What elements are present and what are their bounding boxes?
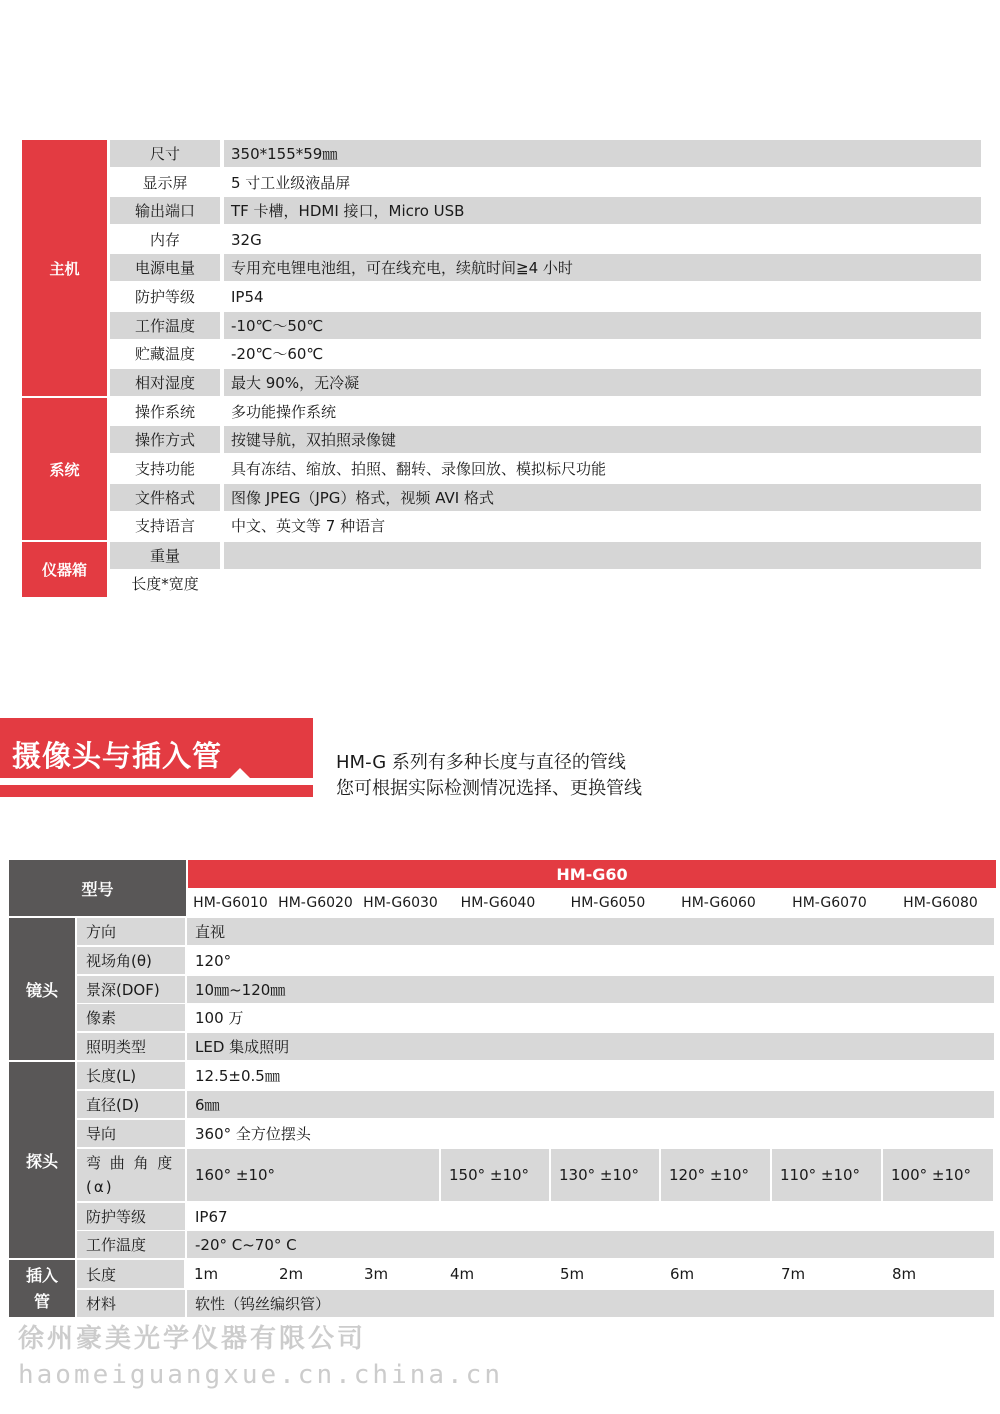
intro-line: 您可根据实际检测情况选择、更换管线 bbox=[336, 778, 642, 799]
spec-label: 显示屏 bbox=[142, 174, 188, 192]
length-cell: 7m bbox=[773, 1260, 882, 1288]
model-cell: HM-G6050 bbox=[570, 894, 646, 911]
watermark-url: haomeiguangxue.cn.china.cn bbox=[18, 1360, 503, 1390]
length-cell: 5m bbox=[552, 1260, 660, 1288]
spec-value bbox=[224, 542, 981, 569]
row-value: -20° C~70° C bbox=[187, 1231, 994, 1258]
row-value: 6㎜ bbox=[187, 1091, 994, 1118]
series-header: HM-G60 bbox=[188, 860, 996, 888]
spec-label: 工作温度 bbox=[110, 312, 220, 339]
length-cell: 1m bbox=[186, 1260, 269, 1288]
bend-angle-row bbox=[77, 1149, 994, 1201]
row-value: 360° 全方位摆头 bbox=[187, 1120, 994, 1147]
row-label: 工作温度 bbox=[77, 1231, 185, 1258]
probe-row bbox=[77, 1062, 994, 1089]
length-cell: 2m bbox=[271, 1260, 354, 1288]
banner-notch bbox=[228, 768, 252, 780]
row-value: 120° bbox=[187, 947, 994, 974]
spec-label: 相对湿度 bbox=[110, 369, 220, 396]
row-value: 12.5±0.5㎜ bbox=[187, 1062, 994, 1089]
section-title: 摄像头与插入管 bbox=[12, 739, 223, 773]
group-insertion-tube bbox=[9, 1260, 75, 1317]
row-value: 10㎜~120㎜ bbox=[187, 976, 994, 1003]
lens-row bbox=[77, 1004, 994, 1031]
row-label: 材料 bbox=[77, 1290, 185, 1317]
row-label: 防护等级 bbox=[77, 1203, 185, 1230]
row-label: 视场角(θ) bbox=[77, 947, 185, 974]
spec-row bbox=[110, 426, 981, 453]
model-row bbox=[188, 889, 996, 916]
row-value: 直视 bbox=[187, 918, 994, 945]
group-lens: 镜头 bbox=[9, 918, 75, 1060]
spec-row bbox=[110, 398, 981, 425]
spec-value: 专用充电锂电池组，可在线充电，续航时间≧4 小时 bbox=[224, 254, 981, 281]
spec-label: 尺寸 bbox=[110, 140, 220, 167]
spec-label: 防护等级 bbox=[134, 288, 195, 306]
row-label: 长度(L) bbox=[77, 1062, 185, 1089]
row-label: 景深(DOF) bbox=[77, 976, 185, 1003]
spec-value: 中文、英文等 7 种语言 bbox=[231, 517, 386, 535]
spec-value: IP54 bbox=[231, 287, 264, 306]
group-system: 系统 bbox=[22, 398, 107, 540]
probe-row bbox=[77, 1120, 994, 1147]
group-case: 仪器箱 bbox=[22, 542, 107, 597]
row-value: LED 集成照明 bbox=[187, 1033, 994, 1060]
row-label: 导向 bbox=[77, 1120, 185, 1147]
group-insertion-line2: 管 bbox=[33, 1291, 50, 1311]
model-cell: HM-G6040 bbox=[460, 894, 536, 911]
group-probe: 探头 bbox=[9, 1062, 75, 1258]
bend-angle-cell: 100° ±10° bbox=[883, 1149, 993, 1201]
bend-angle-cell: 120° ±10° bbox=[661, 1149, 770, 1201]
row-label: 弯 曲 角 度 (α) bbox=[77, 1149, 185, 1201]
spec-row bbox=[110, 254, 981, 281]
row-label: 长度 bbox=[77, 1260, 184, 1288]
spec-label: 操作系统 bbox=[134, 403, 195, 421]
bend-angle-cell: 110° ±10° bbox=[772, 1149, 881, 1201]
spec-row bbox=[110, 455, 981, 482]
bend-angle-cell: 150° ±10° bbox=[441, 1149, 549, 1201]
probe-row bbox=[77, 1231, 994, 1258]
group-insertion-line1: 插入 bbox=[25, 1265, 58, 1285]
length-cell: 6m bbox=[662, 1260, 771, 1288]
spec-row bbox=[110, 169, 981, 196]
row-label: 直径(D) bbox=[77, 1091, 185, 1118]
spec-value: 5 寸工业级液晶屏 bbox=[231, 174, 351, 192]
row-value: 100 万 bbox=[187, 1004, 994, 1031]
spec-label: 电源电量 bbox=[110, 254, 220, 281]
model-cell: HM-G6030 bbox=[363, 894, 438, 911]
spec-value: 最大 90%，无冷凝 bbox=[224, 369, 981, 396]
bend-angle-cells bbox=[187, 1149, 994, 1201]
spec-row bbox=[110, 140, 981, 167]
model-header: 型号 bbox=[9, 860, 186, 916]
length-cell: 4m bbox=[442, 1260, 550, 1288]
row-value: IP67 bbox=[187, 1203, 994, 1230]
spec-value bbox=[224, 570, 981, 597]
group-host: 主机 bbox=[22, 140, 107, 397]
spec-label: 支持语言 bbox=[134, 517, 195, 535]
spec-label: 支持功能 bbox=[134, 460, 195, 478]
spec-value: TF 卡槽，HDMI 接口，Micro USB bbox=[224, 197, 981, 224]
bend-angle-cell: 130° ±10° bbox=[551, 1149, 659, 1201]
intro-line: HM-G 系列有多种长度与直径的管线 bbox=[336, 752, 626, 773]
length-row bbox=[77, 1260, 994, 1288]
spec-label: 内存 bbox=[149, 231, 180, 249]
spec-label: 重量 bbox=[110, 542, 220, 569]
spec-value: 多功能操作系统 bbox=[231, 403, 337, 421]
spec-value: 32G bbox=[231, 230, 262, 249]
spec-row bbox=[110, 197, 981, 224]
row-label: 像素 bbox=[77, 1004, 185, 1031]
spec-label: 文件格式 bbox=[110, 484, 220, 511]
spec-row bbox=[110, 283, 981, 310]
model-cell: HM-G6020 bbox=[278, 894, 353, 911]
length-cell: 3m bbox=[356, 1260, 440, 1288]
spec-row bbox=[110, 512, 981, 539]
spec-value: 按键导航，双拍照录像键 bbox=[224, 426, 981, 453]
lens-row bbox=[77, 947, 994, 974]
lens-row bbox=[77, 918, 994, 945]
spec-label: 贮藏温度 bbox=[134, 345, 195, 363]
lens-row bbox=[77, 976, 994, 1003]
watermark-company: 徐州豪美光学仪器有限公司 bbox=[18, 1324, 367, 1354]
spec-label: 操作方式 bbox=[110, 426, 220, 453]
row-label: 照明类型 bbox=[77, 1033, 185, 1060]
material-row bbox=[77, 1290, 994, 1317]
model-cell: HM-G6010 bbox=[193, 894, 268, 911]
model-cell: HM-G6070 bbox=[792, 894, 867, 911]
length-cells bbox=[186, 1260, 994, 1288]
bend-angle-cell: 160° ±10° bbox=[187, 1149, 439, 1201]
spec-value: 具有冻结、缩放、拍照、翻转、录像回放、模拟标尺功能 bbox=[231, 460, 607, 478]
model-cell: HM-G6080 bbox=[903, 894, 978, 911]
spec-row bbox=[110, 226, 981, 253]
spec-row bbox=[110, 369, 981, 396]
spec-row bbox=[110, 340, 981, 367]
spec-row bbox=[110, 312, 981, 339]
spec-row bbox=[110, 542, 981, 569]
spec-row bbox=[110, 484, 981, 511]
spec-value: -10℃～50℃ bbox=[224, 312, 981, 339]
banner-gap bbox=[0, 778, 313, 785]
spec-row bbox=[110, 570, 981, 597]
spec-value: -20℃～60℃ bbox=[231, 345, 324, 363]
row-value: 软性（钨丝编织管） bbox=[187, 1290, 994, 1317]
spec-label: 输出端口 bbox=[110, 197, 220, 224]
spec-label: 长度*宽度 bbox=[131, 575, 199, 593]
length-cell: 8m bbox=[884, 1260, 994, 1288]
row-label: 方向 bbox=[77, 918, 185, 945]
probe-row bbox=[77, 1203, 994, 1230]
model-cell: HM-G6060 bbox=[681, 894, 756, 911]
spec-value: 350*155*59㎜ bbox=[224, 140, 981, 167]
probe-row bbox=[77, 1091, 994, 1118]
lens-row bbox=[77, 1033, 994, 1060]
spec-value: 图像 JPEG（JPG）格式，视频 AVI 格式 bbox=[224, 484, 981, 511]
banner-underline bbox=[0, 785, 313, 797]
